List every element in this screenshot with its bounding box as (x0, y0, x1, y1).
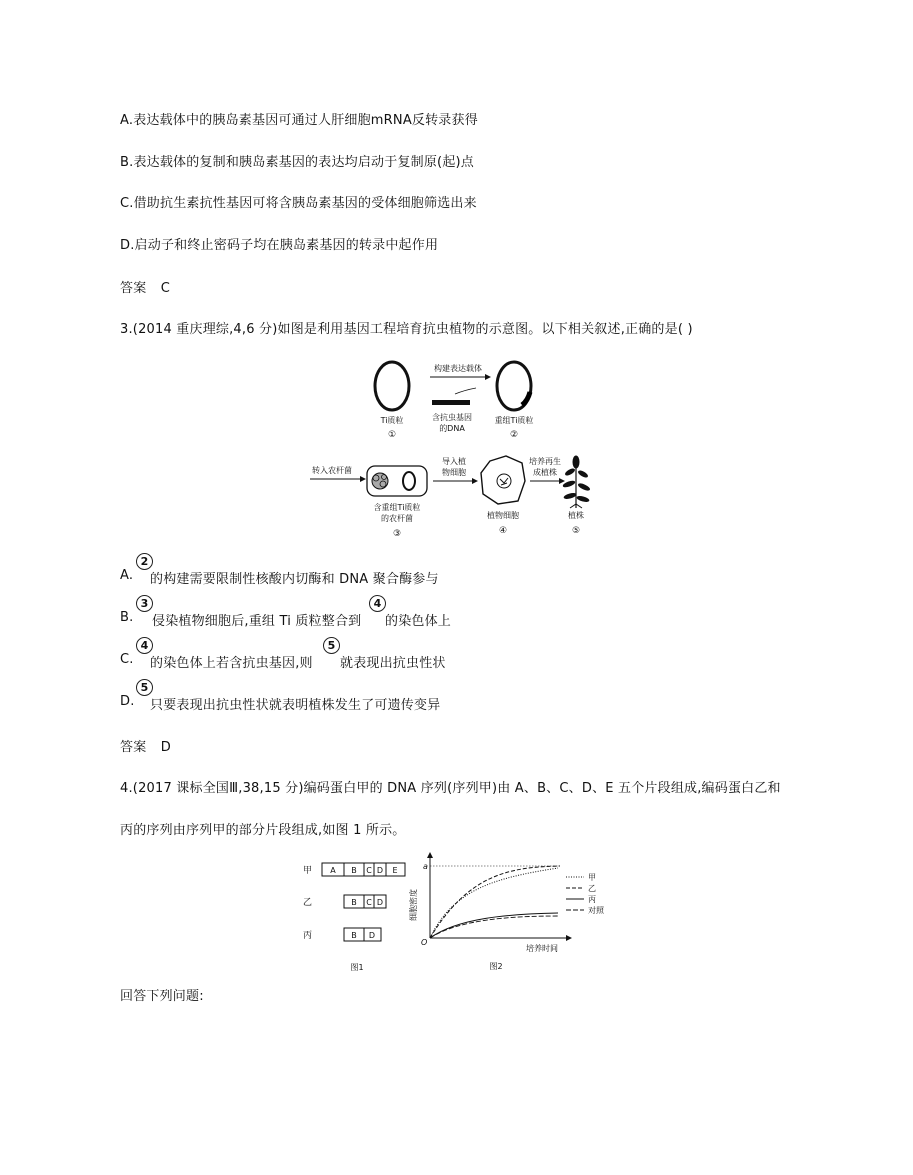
plant-label: 植株 (568, 511, 584, 520)
gene-dna-label-1: 含抗虫基因 (432, 413, 472, 422)
figure-1-caption: 图1 (350, 963, 364, 972)
construct-vector-label: 构建表达载体 (434, 364, 482, 373)
question-4-stem-line-2: 丙的序列由序列甲的部分片段组成,如图 1 所示。 (120, 823, 406, 838)
figure-1-segments (300, 855, 415, 975)
recombinant-plasmid-label: 重组Ti质粒 (494, 416, 534, 425)
plant-drawing (563, 456, 591, 508)
circled-number: 2 (136, 553, 153, 570)
answer-line (120, 277, 170, 296)
question-4-stem-line-1: 4.(2017 课标全国Ⅲ,38,15 分)编码蛋白甲的 DNA 序列(序列甲)由 A、B、C、D、E 五个片段组成,编码蛋白乙和 (120, 781, 781, 796)
recombinant-plasmid-in-agro (403, 472, 415, 490)
sequence-bing (344, 928, 381, 941)
answer-line (120, 736, 171, 755)
row-label-jia: 甲 (303, 866, 313, 876)
regen-label-2: 成植株 (533, 468, 557, 477)
segment-d: D (368, 931, 376, 940)
segment-a: A (330, 866, 336, 875)
y-tick-a: a (423, 862, 428, 871)
x-axis-arrowhead (566, 935, 572, 941)
q3-option-c: C. (120, 652, 134, 667)
import-label-1: 导入植 (442, 457, 466, 466)
ti-plasmid-label: Ti质粒 (380, 416, 404, 425)
ti-plasmid-ring (375, 362, 409, 410)
answer-value: C (160, 281, 171, 296)
legend-control: 对照 (588, 906, 604, 915)
segment-c: C (366, 898, 372, 907)
x-axis-label: 培养时间 (526, 944, 558, 953)
q3-option-d-text: 只要表现出抗虫性状就表明植株发生了可遗传变异 (150, 698, 441, 713)
row-label-yi: 乙 (303, 898, 313, 908)
legend-jia: 甲 (588, 873, 596, 882)
step-4-label: ④ (498, 526, 508, 536)
circled-number: 3 (136, 595, 153, 612)
q3-option-d: D. (120, 694, 135, 709)
legend (566, 873, 605, 915)
segment-c: C (366, 866, 372, 875)
answer-value: D (160, 740, 171, 755)
regen-label-1: 培养再生 (529, 457, 561, 466)
origin-label: O (421, 938, 428, 947)
answer-label: 答案 (120, 740, 147, 755)
inserted-gene-segment (522, 392, 530, 405)
legend-bing: 丙 (588, 895, 596, 904)
plant-cell (481, 456, 525, 504)
import-arrowhead (472, 478, 478, 484)
curve-yi (430, 866, 560, 938)
circled-number: 4 (369, 595, 386, 612)
q3-option-a: A. (120, 568, 134, 583)
q3-option-b-text-2: 的染色体上 (385, 614, 452, 629)
option-b: B.表达载体的复制和胰岛素基因的表达均启动于复制原(起)点 (120, 155, 474, 170)
gene-dna-fragment (432, 400, 470, 405)
answer-label: 答案 (120, 281, 147, 296)
figure-2-growth-curves (408, 850, 648, 975)
step-5-label: ⑤ (571, 526, 581, 536)
q3-option-c-text-1: 的染色体上若含抗虫基因,则 (150, 656, 313, 671)
plant-cell-nucleus (497, 474, 511, 488)
segment-b: B (351, 898, 357, 907)
step-2-label: ② (509, 430, 519, 440)
q3-option-a-text: 的构建需要限制性核酸内切酶和 DNA 聚合酶参与 (150, 572, 439, 587)
option-a: A.表达载体中的胰岛素基因可通过人肝细胞mRNA反转录获得 (120, 113, 478, 128)
answer-prompt: 回答下列问题: (120, 989, 204, 1004)
curve-bing (430, 913, 558, 938)
regen-arrowhead (559, 478, 565, 484)
step-1-label: ① (387, 430, 397, 440)
option-c: C.借助抗生素抗性基因可将含胰岛素基因的受体细胞筛选出来 (120, 196, 477, 211)
gene-dna-label-2: 的DNA (439, 424, 465, 433)
bacterial-chromosome (372, 473, 388, 489)
segment-b: B (351, 931, 357, 940)
option-d: D.启动子和终止密码子均在胰岛素基因的转录中起作用 (120, 238, 439, 253)
question-3-stem: 3.(2014 重庆理综,4,6 分)如图是利用基因工程培育抗虫植物的示意图。以下相关叙述,正确的是( ) (120, 322, 693, 337)
genetic-engineering-figure (300, 350, 600, 550)
agro-label-2: 的农杆菌 (381, 514, 413, 523)
agro-label-1: 含重组Ti质粒 (373, 503, 421, 512)
construct-arrowhead (485, 374, 491, 380)
transfer-arrowhead (360, 476, 366, 482)
q3-option-b: B. (120, 610, 134, 625)
y-axis-arrowhead (427, 852, 433, 858)
segment-e: E (392, 866, 398, 875)
segment-d: D (376, 898, 384, 907)
plant-cell-label: 植物细胞 (487, 511, 519, 520)
circled-number: 5 (323, 637, 340, 654)
curve-control (430, 916, 558, 938)
circled-number: 4 (136, 637, 153, 654)
q3-option-b-text-1: 侵染植物细胞后,重组 Ti 质粒整合到 (152, 614, 362, 629)
legend-yi: 乙 (588, 884, 596, 893)
gene-insert-arrow (455, 388, 476, 394)
step-3-label: ③ (392, 529, 402, 539)
q3-option-c-text-2: 就表现出抗虫性状 (340, 656, 446, 671)
segment-d: D (376, 866, 384, 875)
row-label-bing: 丙 (303, 931, 313, 941)
y-axis-label: 细胞密度 (409, 889, 418, 921)
segment-b: B (351, 866, 357, 875)
import-label-2: 物细胞 (442, 468, 466, 477)
figure-2-caption: 图2 (489, 962, 503, 971)
transfer-label: 转入农杆菌 (312, 466, 352, 475)
circled-number: 5 (136, 679, 153, 696)
